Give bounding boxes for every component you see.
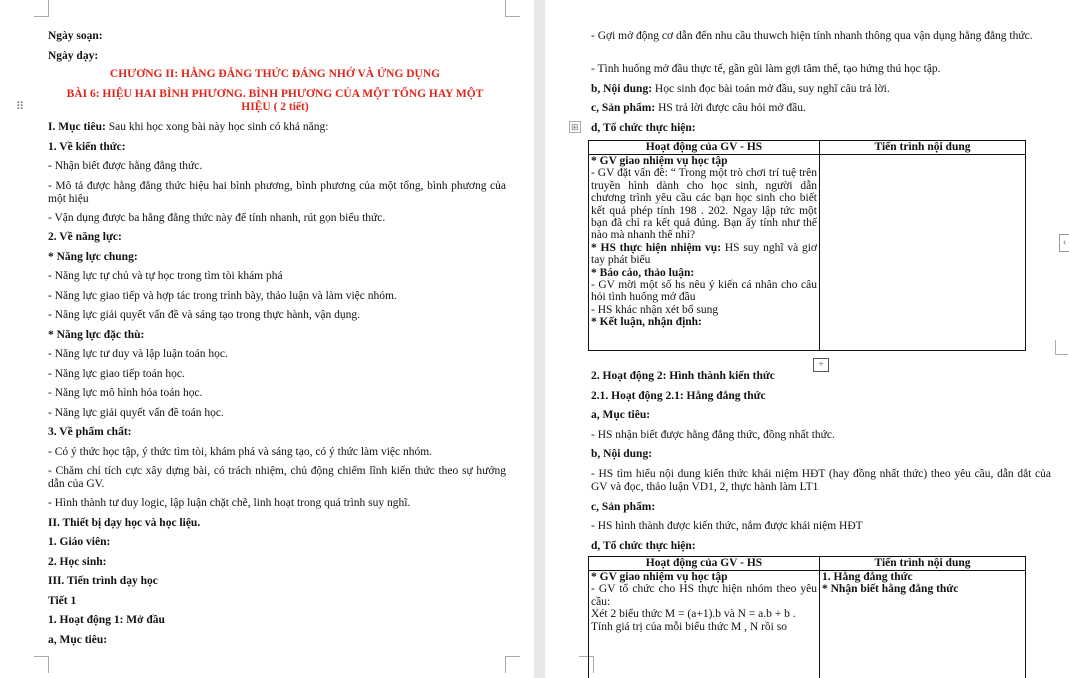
table1-cell-line: * Báo cáo, thảo luận:	[591, 266, 695, 279]
activity-table-1	[588, 140, 1026, 351]
table1-cell-line: * HS thực hiện nhiệm vụ: HS suy nghĩ và giơ tay phát biểu	[591, 241, 817, 267]
body-line: - Có ý thức học tập, ý thức tìm tòi, khám phá và sáng tạo, có ý thức làm việc nhóm.	[48, 445, 433, 458]
section-heading: 2.1. Hoạt động 2.1: Hằng đẳng thức	[591, 389, 766, 402]
document-page-left	[0, 0, 534, 678]
body-line: - Tình huống mở đầu thực tế, gần gũi làm gợi tâm thế, tạo hứng thú học tập.	[591, 63, 941, 75]
section-heading: * Năng lực chung:	[48, 250, 138, 263]
section-heading: 1. Về kiến thức:	[48, 140, 126, 153]
body-line: - Mô tả được hằng đẳng thức hiệu hai bình phương, bình phương của một tổng, bình phương của một hiệu	[48, 179, 506, 205]
crop-mark	[1055, 340, 1068, 355]
table2-content-line: 1. Hằng đẳng thức	[822, 571, 913, 583]
lesson-title-line1: BÀI 6: HIỆU HAI BÌNH PHƯƠNG. BÌNH PHƯƠNG CỦA MỘT TỔNG HAY MỘT	[66, 88, 484, 100]
table1-header-content: Tiến trình nội dung	[820, 141, 1026, 155]
body-line: - Năng lực giải quyết vấn đề và sáng tạo trong thực hành, vận dụng.	[48, 309, 361, 321]
section-heading: 1. Giáo viên:	[48, 536, 111, 548]
lesson-title-line2: HIỆU ( 2 tiết)	[241, 101, 309, 113]
body-line: - Năng lực tự chủ và tự học trong tìm tòi khám phá	[48, 270, 283, 282]
body-line: c, Sản phẩm: HS trả lời được câu hỏi mở đầu.	[591, 102, 806, 114]
table2-cell-line: * GV giao nhiệm vụ học tập	[591, 571, 728, 583]
body-line: - Năng lực tư duy và lập luận toán học.	[48, 348, 228, 360]
table1-cell-line: * GV giao nhiệm vụ học tập	[591, 155, 728, 167]
table1-cell-line: - GV đặt vấn đề: “ Trong một trò chơi trí tuệ trên truyền hình dành cho học sinh, người dẫn chương trình yêu cầu các bạn học sinh cho biết kết quả phép tính 198 . 202. Ngay lập tức một bạn đã chỉ ra kết quả đúng. Bạn ấy tính như thế nào mà nhanh thế nhỉ?	[591, 167, 817, 242]
body-line: b, Nội dung: Học sinh đọc bài toán mở đầu, suy nghĩ câu trả lời.	[591, 82, 890, 95]
body-line: - Năng lực giải quyết vấn đề toán học.	[48, 406, 224, 419]
crop-mark	[505, 656, 520, 673]
crop-mark	[34, 0, 49, 17]
add-row-button[interactable]: +	[813, 358, 829, 372]
body-line: - Năng lực giao tiếp toán học.	[48, 367, 185, 380]
chapter-title: CHƯƠNG II: HẰNG ĐẲNG THỨC ĐÁNG NHỚ VÀ ỨNG DỤNG	[109, 68, 441, 80]
ngay-day: Ngày dạy:	[48, 50, 99, 62]
section-heading: II. Thiết bị dạy học và học liệu.	[48, 516, 201, 529]
crop-mark	[505, 0, 520, 17]
table1-activity-cell[interactable]	[589, 155, 820, 351]
table2-cell-line: Xét 2 biểu thức M = (a+1).b và N = a.b + b .	[591, 608, 796, 621]
table1-cell-line: * Kết luận, nhận định:	[591, 316, 702, 329]
body-line: - Năng lực giao tiếp và hợp tác trong trình bày, thảo luận và làm việc nhóm.	[48, 289, 397, 302]
table2-header-content: Tiến trình nội dung	[820, 557, 1026, 571]
table-move-handle-icon[interactable]: ⊞	[571, 122, 579, 132]
body-line: - Chăm chỉ tích cực xây dựng bài, có trách nhiệm, chủ động chiếm lĩnh kiến thức theo sự hướng dẫn của GV.	[48, 465, 506, 490]
ngay-soan: Ngày soạn:	[48, 30, 103, 42]
body-line: - Năng lực mô hình hóa toán học.	[48, 387, 203, 399]
activity-table-2	[588, 556, 1026, 678]
table2-header-gv-hs: Hoạt động của GV - HS	[589, 557, 820, 571]
body-line: - Vận dụng được ba hằng đẳng thức này để tính nhanh, rút gọn biểu thức.	[48, 211, 386, 224]
section-heading: 2. Về năng lực:	[48, 231, 122, 243]
side-panel-toggle-icon[interactable]: ‹	[1059, 234, 1069, 252]
section-heading: 2. Học sinh:	[48, 555, 107, 568]
section-heading: c, Sản phẩm:	[591, 500, 656, 513]
body-line: - HS nhận biết được hằng đẳng thức, đồng nhất thức.	[591, 428, 835, 441]
crop-mark	[34, 656, 49, 673]
section-heading: 2. Hoạt động 2: Hình thành kiến thức	[591, 370, 775, 382]
table2-content-line: * Nhận biết hằng đẳng thức	[822, 583, 959, 596]
body-line: - HS hình thành được kiến thức, nắm được khái niệm HĐT	[591, 520, 863, 532]
section-heading: a, Mục tiêu:	[591, 409, 651, 421]
section-heading: Tiết 1	[48, 594, 77, 607]
table2-activity-cell[interactable]	[589, 571, 820, 678]
section-heading: d, Tổ chức thực hiện:	[591, 121, 696, 134]
section-heading: d, Tổ chức thực hiện:	[591, 539, 696, 552]
body-line: I. Mục tiêu: Sau khi học xong bài này học sinh có khả năng:	[48, 121, 329, 133]
body-line: - Nhận biết được hằng đẳng thức.	[48, 160, 203, 172]
table2-cell-line: - GV tổ chức cho HS thực hiện nhóm theo yêu cầu:	[591, 583, 817, 608]
section-heading: * Năng lực đặc thù:	[48, 328, 145, 341]
section-heading: 3. Về phẩm chất:	[48, 426, 132, 438]
body-line: - HS tìm hiểu nội dung kiến thức khái niệm HĐT (hay đồng nhất thức) theo yêu cầu, dẫn dắt của GV và đọc, thảo luận VD1, 2, thực hành làm LT1	[591, 467, 1051, 493]
section-heading: a, Mục tiêu:	[48, 633, 108, 646]
document-page-right	[545, 0, 1069, 678]
table1-header-gv-hs: Hoạt động của GV - HS	[589, 141, 820, 155]
body-line: - Gợi mở động cơ dẫn đến nhu cầu thuwch hiện tính nhanh thông qua vận dụng hằng đẳng thức.	[591, 30, 1033, 42]
section-heading: III. Tiến trình dạy học	[48, 575, 158, 587]
drag-handle-icon[interactable]: ⠿	[16, 101, 25, 113]
body-line: - Hình thành tư duy logic, lập luận chặt chẽ, linh hoạt trong quá trình suy nghĩ.	[48, 497, 411, 509]
table2-content-cell[interactable]	[820, 571, 1026, 678]
table1-cell-line: - GV mời một số hs nêu ý kiến cá nhân cho câu hỏi tình huống mở đầu	[591, 279, 817, 304]
section-heading: 1. Hoạt động 1: Mở đầu	[48, 614, 165, 626]
table1-cell-line: - HS khác nhận xét bổ sung	[591, 303, 719, 316]
table2-cell-line: Tính giá trị của mỗi biểu thức M , N rồi so	[591, 620, 787, 633]
table1-content-cell[interactable]	[820, 155, 1026, 351]
section-heading: b, Nội dung:	[591, 448, 653, 460]
